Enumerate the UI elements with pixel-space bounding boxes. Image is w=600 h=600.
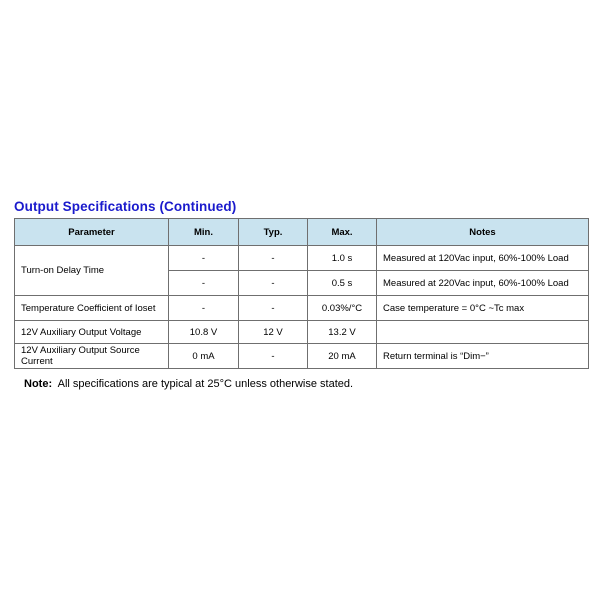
cell-min: 0 mA [169, 344, 239, 369]
cell-max: 20 mA [308, 344, 377, 369]
header-max: Max. [308, 219, 377, 246]
cell-typ: - [239, 296, 308, 321]
note-label: Note: [24, 378, 53, 390]
cell-parameter: Turn-on Delay Time [15, 246, 169, 296]
table-row [15, 296, 589, 321]
footnote [24, 378, 353, 390]
header-notes: Notes [377, 219, 589, 246]
cell-min: 10.8 V [169, 321, 239, 344]
table-row [15, 321, 589, 344]
cell-max: 13.2 V [308, 321, 377, 344]
cell-min: - [169, 246, 239, 271]
cell-typ: 12 V [239, 321, 308, 344]
header-min: Min. [169, 219, 239, 246]
cell-min: - [169, 296, 239, 321]
header-parameter: Parameter [15, 219, 169, 246]
cell-min: - [169, 271, 239, 296]
cell-max: 0.5 s [308, 271, 377, 296]
cell-notes: Measured at 220Vac input, 60%-100% Load [377, 271, 589, 296]
cell-parameter: Temperature Coefficient of Ioset [15, 296, 169, 321]
section-title: Output Specifications (Continued) [14, 199, 237, 214]
cell-parameter: 12V Auxiliary Output Source Current [15, 344, 169, 369]
cell-max: 0.03%/°C [308, 296, 377, 321]
table-row [15, 246, 589, 271]
header-typ: Typ. [239, 219, 308, 246]
cell-parameter: 12V Auxiliary Output Voltage [15, 321, 169, 344]
cell-notes: Measured at 120Vac input, 60%-100% Load [377, 246, 589, 271]
output-specifications-table [14, 218, 589, 369]
cell-typ: - [239, 271, 308, 296]
cell-notes: Case temperature = 0°C ~Tc max [377, 296, 589, 321]
cell-max: 1.0 s [308, 246, 377, 271]
cell-typ: - [239, 246, 308, 271]
table-header-row [15, 219, 589, 246]
note-text: All specifications are typical at 25°C unless otherwise stated. [57, 378, 354, 390]
table-row [15, 344, 589, 369]
cell-typ: - [239, 344, 308, 369]
cell-notes: Return terminal is “Dim−” [377, 344, 589, 369]
cell-notes [377, 321, 589, 344]
